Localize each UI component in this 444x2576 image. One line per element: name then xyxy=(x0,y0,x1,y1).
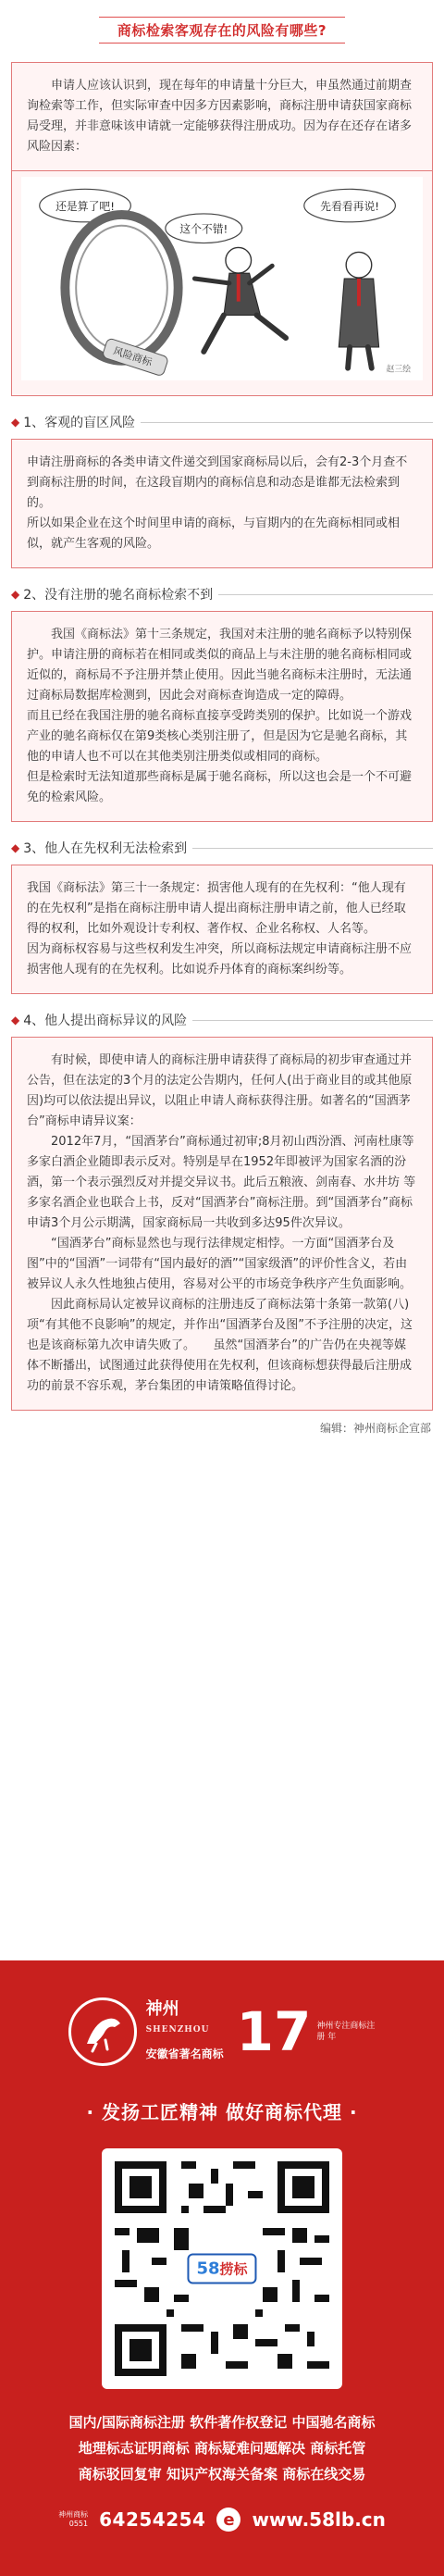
services-line: 国内/国际商标注册 软件著作权登记 中国驰名商标 xyxy=(68,2414,376,2431)
promo-banner xyxy=(0,1960,444,2576)
title-wrap xyxy=(0,0,444,53)
section-4-number: 4、 xyxy=(23,1014,45,1028)
section-1-box xyxy=(11,439,433,568)
contact-row xyxy=(0,2508,444,2532)
qr-badge-text: 捞标 xyxy=(219,2260,248,2278)
cartoon-illustration xyxy=(21,177,423,380)
section-4-title: 他人提出商标异议的风险 xyxy=(44,1014,188,1028)
section-1-number: 1、 xyxy=(23,416,45,430)
section-2-number: 2、 xyxy=(23,588,45,603)
bubble-left-text: 还是算了吧! xyxy=(56,200,115,214)
section-3-number: 3、 xyxy=(23,841,45,856)
divider-line xyxy=(218,594,433,595)
section-4-box xyxy=(11,1037,433,1411)
diamond-icon: ◆ xyxy=(11,588,20,601)
diamond-icon: ◆ xyxy=(11,1014,20,1027)
qr-badge-number: 58 xyxy=(196,2259,220,2279)
section-4-paragraph: 有时候，即使申请人的商标注册申请获得了商标局的初步审查通过并公告，但在法定的3个月的法定公告期内，任何人(出于商业目的或其他原因)均可以依法提出异议，以阻止申请人商标获得注册。如著名的“国酒茅台”商标申请异议案： xyxy=(27,1053,413,1128)
services-line: 地理标志证明商标 商标疑难问题解决 商标托管 xyxy=(78,2440,366,2457)
divider-line xyxy=(192,848,433,849)
section-2-title: 没有注册的驰名商标检索不到 xyxy=(44,588,214,603)
phone-label xyxy=(58,2510,88,2529)
logo-text-block xyxy=(146,1999,224,2064)
illustration-frame xyxy=(11,171,433,396)
section-3-paragraph: 因为商标权容易与这些权利发生冲突，所以商标法规定申请商标注册不应损害他人现有的在先权利。比如说乔丹体育的商标案纠纷等。 xyxy=(27,942,413,977)
section-4-paragraph: 因此商标局认定被异议商标的注册违反了商标法第十条第一款第(八)项“有其他不良影响”的规定，并作出“国酒茅台及图”不予注册的决定，这也是该商标第九次申请失败了。 虽然“国酒茅台”的广告仍在央视等媒体不断播出，试图通过此获得使用在先权利，但该商标想获得最后注册成功的前景不容乐观，茅台集团的申请策略值得讨论。 xyxy=(27,1298,413,1393)
phone-number[interactable]: 64254254 xyxy=(99,2508,206,2531)
article-title: 商标检索客观存在的风险有哪些? xyxy=(99,17,345,44)
logo-name: 安徽省著名商标 xyxy=(145,2047,224,2060)
diamond-icon: ◆ xyxy=(11,416,20,429)
banner-slogan: · 发扬工匠精神 做好商标代理 · xyxy=(86,2101,358,2123)
bubble-mid-text: 这个不错! xyxy=(179,222,228,236)
horse-icon xyxy=(78,2007,128,2057)
web-e-icon: e xyxy=(216,2508,240,2532)
section-1-paragraph: 所以如果企业在这个时间里申请的商标，与盲期内的在先商标相同或相似，就产生客观的风险。 xyxy=(27,516,401,551)
section-3-title: 他人在先权利无法检索到 xyxy=(44,841,188,856)
risk-ring-shape xyxy=(65,215,178,361)
section-3-heading xyxy=(11,839,433,857)
section-2-paragraph: 而且已经在我国注册的驰名商标直接享受跨类别的保护。比如说一个游戏产业的驰名商标仅在第9类核心类别注册了，但是因为它是驰名商标，其他的申请人也不可以在其他类别注册类似或相同的商标。 xyxy=(27,709,413,764)
section-2-paragraph: 但是检索时无法知道那些商标是属于驰名商标，所以这也会是一个不可避免的检索风险。 xyxy=(27,770,413,804)
shenzhou-logo-icon xyxy=(68,1997,137,2066)
signature-text: 赵三绘 xyxy=(386,365,412,375)
intro-text: 申请人应该认识到，现在每年的申请量十分巨大，申虽然通过前期查询检索等工作，但实际审查中因多方因素影响，商标注册申请获国家商标局受理，并非意味该申请就一定能够获得注册成功。因为存在还存在诸多风险因素： xyxy=(27,79,413,154)
bubble-right-text: 先看看再说! xyxy=(320,200,380,214)
section-3-paragraph: 我国《商标法》第三十一条规定：损害他人现有的在先权利：“他人现有的在先权利”是指在商标注册申请人提出商标注册申请之前，他人已经取得的权利，比如外观设计专利权、著作权、企业名称权、人名等。 xyxy=(27,881,406,936)
phone-label-line-2: 0551 xyxy=(68,2520,89,2528)
divider-line xyxy=(141,422,433,423)
section-2-box xyxy=(11,611,433,822)
logo-sub: SHENZHOU xyxy=(145,2025,210,2035)
section-3-box xyxy=(11,865,433,994)
section-4-paragraph: 2012年7月，“国酒茅台”商标通过初审;8月初山西汾酒、河南杜康等多家白酒企业随即表示反对。特别是早在1952年即被评为国家名酒的汾酒，第一个表示强烈反对并提交异议书。此后五粮液、剑南春、水井坊 等多家名酒企业也联合上书，反对“国酒茅台”商标注册。到“国酒茅台”商标申请3个月公示期满，国家商标局一共收到多达95件次异议。 xyxy=(27,1135,416,1230)
intro-box xyxy=(11,62,433,171)
section-1-heading xyxy=(11,413,433,431)
divider-line xyxy=(192,1020,433,1021)
section-4-paragraph: “国酒茅台”商标显然也与现行法律规定相悖。一方面“国酒茅台及图”中的“国酒”一词带有“国内最好的酒”“国家级酒”的评价性含义，若由被异议人永久性地独占使用，容易对公平的市场竞争秩序产生负面影响。 xyxy=(27,1237,413,1291)
years-number: 17 xyxy=(236,2000,312,2063)
services-list xyxy=(0,2409,444,2487)
editor-credit: 编辑：神州商标企宣部 xyxy=(319,1422,431,1435)
diamond-icon: ◆ xyxy=(11,841,20,854)
qr-code-card[interactable] xyxy=(102,2148,342,2389)
ring-label-text: 风险商标 xyxy=(111,344,154,369)
qr-center-badge xyxy=(187,2254,256,2284)
phone-label-line-1: 神州商标 xyxy=(58,2510,89,2519)
website-link[interactable]: www.58lb.cn xyxy=(252,2508,386,2531)
brand-row xyxy=(0,1997,444,2066)
years-note: 神州专注商标注册 年 xyxy=(316,2022,376,2042)
section-2-heading xyxy=(11,585,433,604)
section-1-paragraph: 申请注册商标的各类申请文件递交到国家商标局以后，会有2-3个月查不到商标注册的时间，在这段盲期内的商标信息和动态是谁都无法检索到的。 xyxy=(27,455,408,510)
logo-char: 神州 xyxy=(145,1999,179,2019)
section-2-paragraph: 我国《商标法》第十三条规定，我国对未注册的驰名商标予以特别保护。申请注册的商标若在相同或类似的商品上与未注册的驰名商标相同或近似的，商标局不予注册并禁止使用。因此当驰名商标未注册时，无法通过商标局数据库检测到，因此会对商标查询造成一定的障碍。 xyxy=(27,628,413,703)
section-4-heading xyxy=(11,1011,433,1029)
section-1-title: 客观的盲区风险 xyxy=(44,416,136,430)
services-line: 商标驳回复审 知识产权海关备案 商标在线交易 xyxy=(78,2466,366,2483)
